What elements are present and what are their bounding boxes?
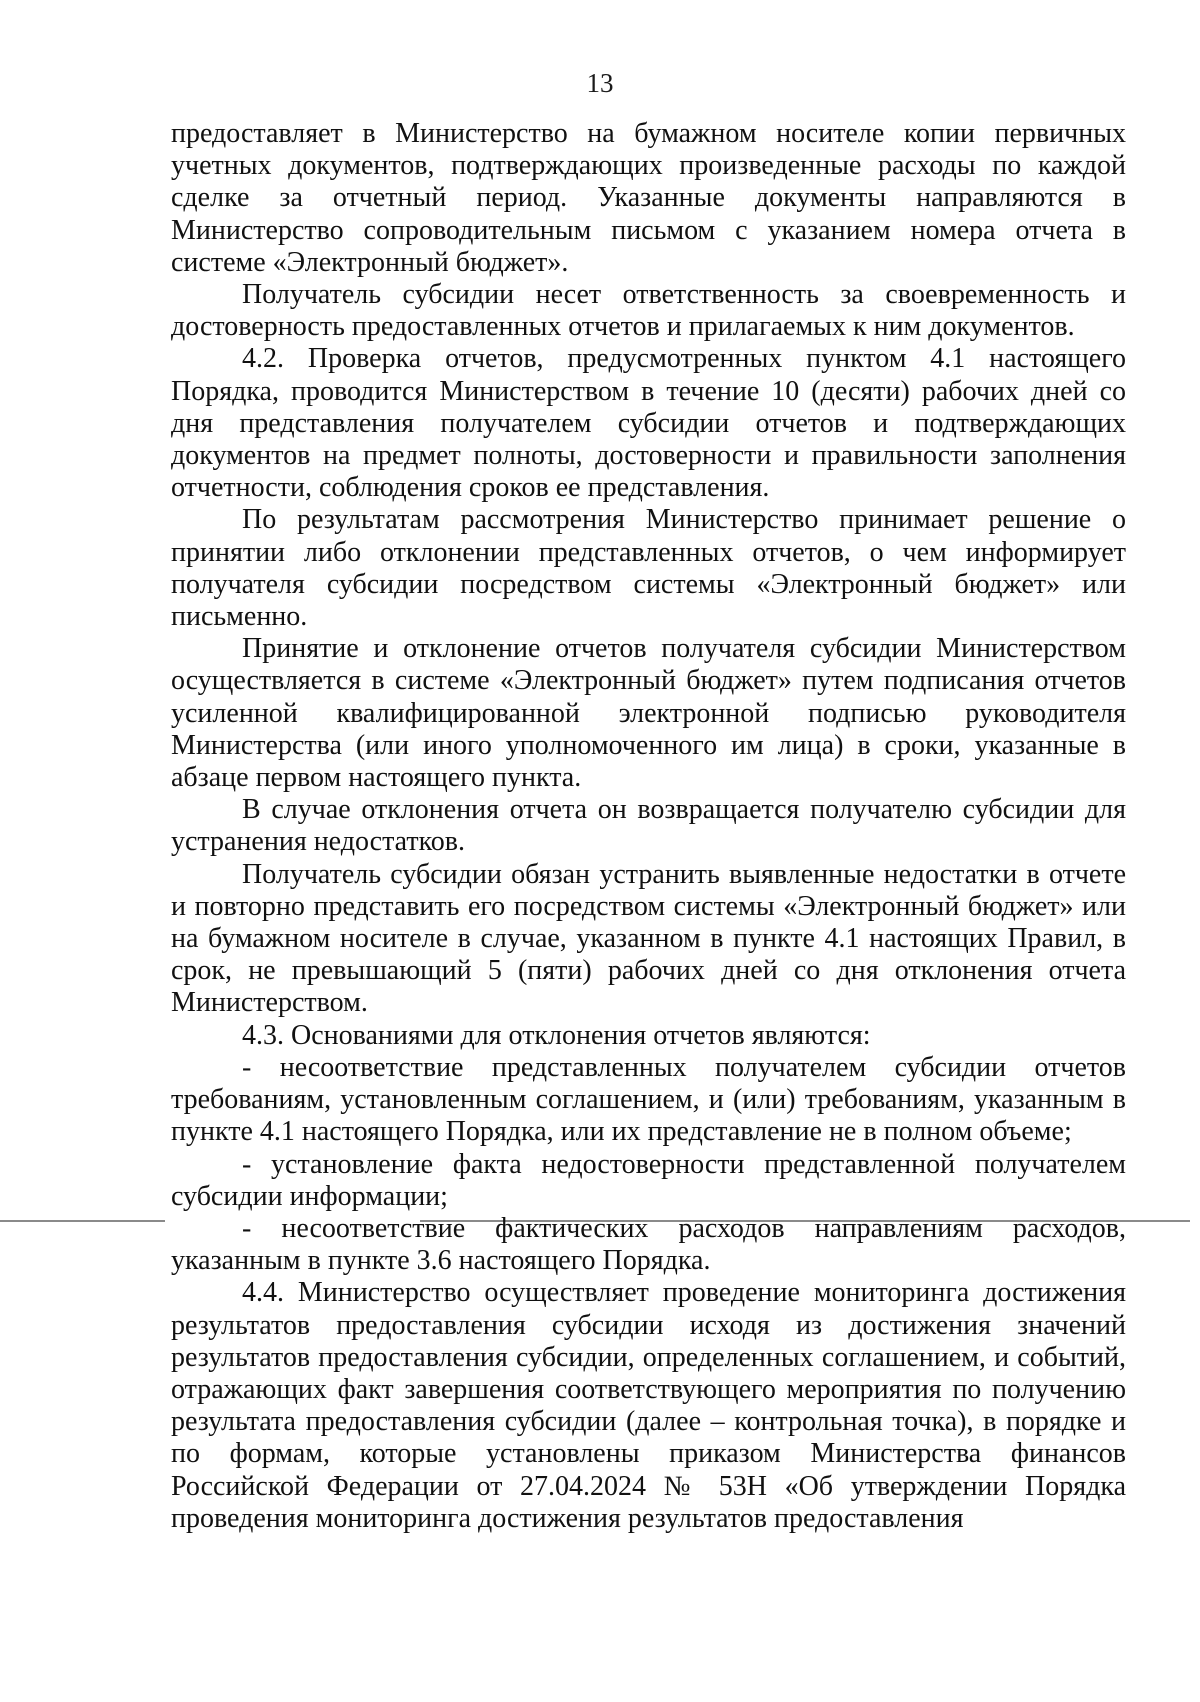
paragraph: В случае отклонения отчета он возвращается получателю субсидии для устранения недостатков. xyxy=(171,794,1126,858)
paragraph: предоставляет в Министерство на бумажном носителе копии первичных учетных документов, подтверждающих произведенные расходы по каждой сделке за отчетный период. Указанные документы направляются в Министерство сопроводительным письмом с указанием номера отчета в системе «Электронный бюджет». xyxy=(171,118,1126,278)
paragraph-4-2: 4.2. Проверка отчетов, предусмотренных пунктом 4.1 настоящего Порядка, проводится Министерством в течение 10 (десяти) рабочих дней со дня представления получателем субсидии отчетов и подтверждающих документов на предмет полноты, достоверности и правильности заполнения отчетности, соблюдения сроков ее представления. xyxy=(171,343,1126,504)
list-item: - установление факта недостоверности представленной получателем субсидии информации; xyxy=(171,1148,1126,1212)
paragraph: По результатам рассмотрения Министерство принимает решение о принятии либо отклонении представленных отчетов, о чем информирует получателя субсидии посредством системы «Электронный бюджет» или письменно. xyxy=(171,504,1126,633)
paragraph: Получатель субсидии обязан устранить выявленные недостатки в отчете и повторно представить его посредством системы «Электронный бюджет» или на бумажном носителе в случае, указанном в пункте 4.1 настоящих Правил, в срок, не превышающий 5 (пяти) рабочих дней со дня отклонения отчета Министерством. xyxy=(171,858,1126,1019)
paragraph-4-3: 4.3. Основаниями для отклонения отчетов являются: xyxy=(242,1019,871,1051)
paragraph-4-4: 4.4. Министерство осуществляет проведение мониторинга достижения результатов предоставления субсидии исходя из достижения значений результатов предоставления субсидии, определенных соглашением, и событий, отражающих факт завершения соответствующего мероприятия по получению результата предоставления субсидии (далее – контрольная точка), в порядке и по формам, которые установлены приказом Министерства финансов Российской Федерации от 27.04.2024 № 53Н «Об утверждении Порядка проведения мониторинга достижения результатов предоставления xyxy=(171,1277,1126,1534)
list-item: - несоответствие представленных получателем субсидии отчетов требованиям, установленным соглашением, и (или) требованиям, указанным в пункте 4.1 настоящего Порядка, или их представление не в полном объеме; xyxy=(171,1051,1126,1148)
page-number: 13 xyxy=(586,68,614,98)
body-text xyxy=(171,118,1126,1535)
paragraph: Принятие и отклонение отчетов получателя субсидии Министерством осуществляется в системе «Электронный бюджет» путем подписания отчетов усиленной квалифицированной электронной подписью руководителя Министерства (или иного уполномоченного им лица) в сроки, указанные в абзаце первом настоящего пункта. xyxy=(171,633,1126,794)
paragraph: Получатель субсидии несет ответственность за своевременность и достоверность предоставленных отчетов и прилагаемых к ним документов. xyxy=(171,279,1126,343)
list-item: - несоответствие фактических расходов направлениям расходов, указанным в пункте 3.6 настоящего Порядка. xyxy=(171,1212,1126,1277)
scan-artifact-line xyxy=(0,1220,165,1222)
